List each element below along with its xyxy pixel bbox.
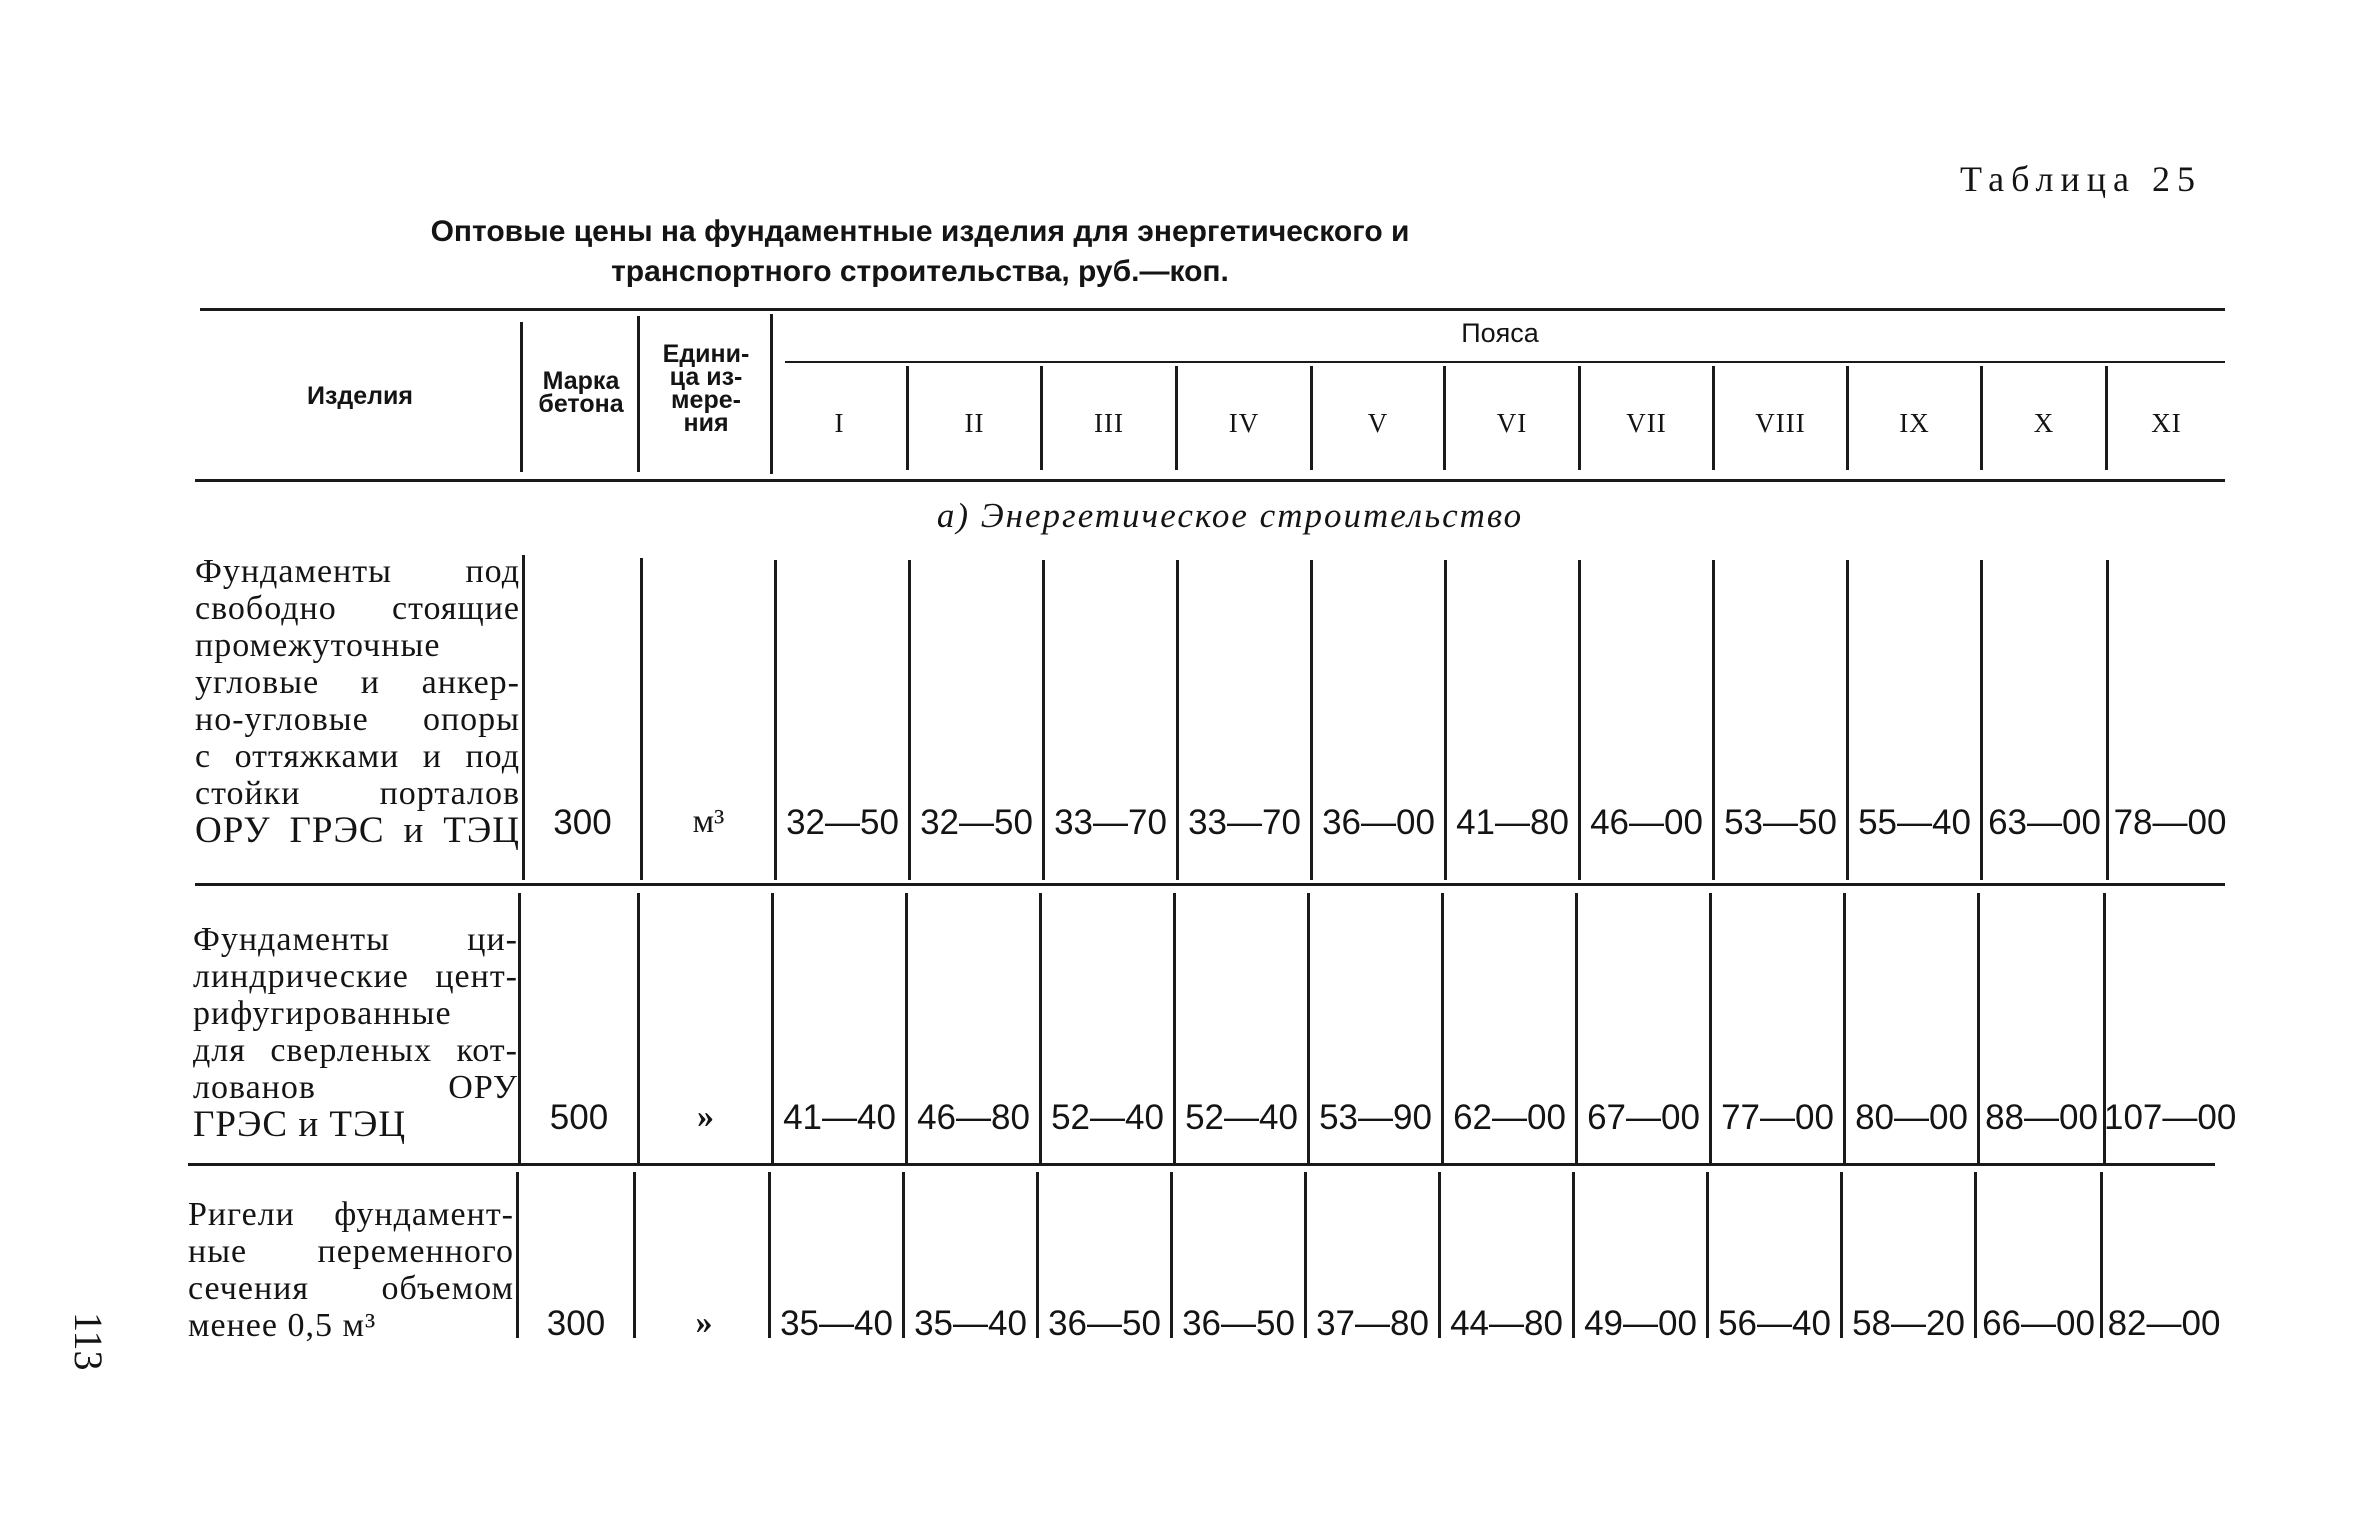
price-cell: 63—00 xyxy=(1988,803,2101,842)
belt-number: II xyxy=(964,408,985,438)
price-cell: 49—00 xyxy=(1584,1304,1697,1343)
price-cell: 37—80 xyxy=(1316,1304,1429,1343)
header-concrete-grade: Марка бетона xyxy=(538,367,624,418)
row-separator xyxy=(188,1163,2215,1166)
price-cell: 82—00 xyxy=(2107,1304,2221,1343)
product-name: Фундаменты под свободно стоящие промежуточные угловые и анкер- но-угловые опоры с оттяжками и под стойки порталов ОРУ ГРЭС и ТЭЦ xyxy=(195,553,520,851)
belt-number: IX xyxy=(1899,408,1930,438)
product-name: Ригели фундамент- ные переменного сечения объемом менее 0,5 м³ xyxy=(188,1196,514,1344)
price-cell: 77—00 xyxy=(1721,1098,1834,1137)
belt-number: IV xyxy=(1228,408,1260,438)
price-cell: 62—00 xyxy=(1453,1098,1566,1137)
header-top-rule xyxy=(200,308,2225,311)
header-divider xyxy=(770,314,773,474)
price-cell: 88—00 xyxy=(1985,1098,2098,1137)
belt-number: I xyxy=(834,408,845,438)
price-cell: 36—50 xyxy=(1182,1304,1295,1343)
price-cell: 52—40 xyxy=(1185,1098,1298,1137)
table-title: Оптовые цены на фундаментные изделия для энергетического и транспортного строительства, руб.—коп. xyxy=(430,215,1410,288)
belt-number: VII xyxy=(1626,408,1667,438)
concrete-grade: 300 xyxy=(546,1304,606,1343)
unit-of-measure: » xyxy=(697,1098,714,1135)
concrete-grade: 500 xyxy=(549,1098,609,1137)
section-heading: а) Энергетическое строительство xyxy=(936,496,1524,535)
unit-of-measure: м³ xyxy=(692,803,725,840)
price-cell: 78—00 xyxy=(2113,803,2227,842)
product-name: Фундаменты ци- линдрические цент- рифугированные для сверленых кот- лованов ОРУ ГРЭС и ТЭЦ xyxy=(193,921,518,1145)
table-number: Таблица 25 xyxy=(1960,159,2202,199)
header-unit: Едини- ца из- мере- ния xyxy=(662,340,750,437)
price-cell: 41—80 xyxy=(1456,803,1569,842)
belts-rule xyxy=(785,361,2225,363)
price-cell: 80—00 xyxy=(1855,1098,1968,1137)
row-separator xyxy=(195,883,2225,886)
price-cell: 33—70 xyxy=(1188,803,1301,842)
price-cell: 55—40 xyxy=(1858,803,1971,842)
belt-number: XI xyxy=(2151,408,2182,438)
header-divider xyxy=(520,322,523,472)
belt-number: VI xyxy=(1496,408,1528,438)
price-cell: 35—40 xyxy=(914,1304,1027,1343)
price-cell: 36—50 xyxy=(1048,1304,1161,1343)
belt-number: V xyxy=(1367,408,1389,438)
header-product: Изделия xyxy=(306,382,413,410)
price-cell: 36—00 xyxy=(1322,803,1435,842)
price-cell: 41—40 xyxy=(783,1098,896,1137)
price-cell: 58—20 xyxy=(1852,1304,1965,1343)
price-cell: 52—40 xyxy=(1051,1098,1164,1137)
price-cell: 56—40 xyxy=(1718,1304,1831,1343)
header-divider xyxy=(637,316,640,472)
price-cell: 32—50 xyxy=(786,803,899,842)
price-cell: 46—80 xyxy=(917,1098,1030,1137)
price-cell: 66—00 xyxy=(1982,1304,2095,1343)
price-cell: 53—50 xyxy=(1724,803,1837,842)
unit-of-measure: » xyxy=(695,1304,713,1341)
body-divider xyxy=(633,1172,636,1338)
concrete-grade: 300 xyxy=(553,803,612,842)
belt-number: VIII xyxy=(1755,408,1806,438)
header-bottom-rule xyxy=(195,479,2225,482)
price-cell: 44—80 xyxy=(1450,1304,1563,1343)
price-cell: 67—00 xyxy=(1587,1098,1700,1137)
belt-number: X xyxy=(2033,408,2055,438)
price-cell: 53—90 xyxy=(1319,1098,1432,1137)
price-cell: 35—40 xyxy=(780,1304,893,1343)
price-cell: 33—70 xyxy=(1054,803,1167,842)
page-number: 113 xyxy=(66,1312,111,1371)
belt-number: III xyxy=(1094,408,1124,438)
price-cell: 46—00 xyxy=(1590,803,1703,842)
header-belts: Пояса xyxy=(1461,318,1539,348)
price-cell: 107—00 xyxy=(2104,1098,2237,1137)
price-cell: 32—50 xyxy=(920,803,1033,842)
